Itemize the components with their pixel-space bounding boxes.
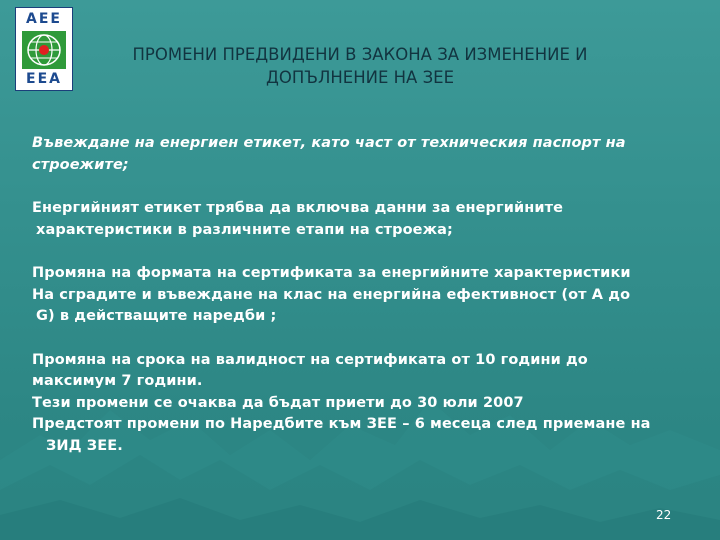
globe-logo-icon xyxy=(20,30,68,70)
logo-top-text: AEE xyxy=(26,11,62,27)
paragraph-line: Енергийният етикет трябва да включва данни за енергийните xyxy=(32,200,564,216)
slide-title xyxy=(80,43,640,89)
title-line-2: ДОПЪЛНЕНИЕ НА ЗЕЕ xyxy=(265,68,455,87)
paragraph-line: характеристики в различните етапи на строежа; xyxy=(36,221,453,238)
paragraph-line: Предстоят промени по Наредбите към ЗЕЕ – 6 месеца след приемане на xyxy=(32,416,651,432)
paragraph-line: На сградите и въвеждане на клас на енергийна ефективност (от А до xyxy=(32,286,631,303)
paragraph-line: Въвеждане на енергиен етикет, като част от техническия паспорт на xyxy=(32,135,626,151)
paragraph-label-contents xyxy=(32,198,718,241)
paragraph-energy-label xyxy=(32,133,718,176)
paragraph-certificate-validity xyxy=(32,350,718,458)
paragraph-line: максимум 7 години. xyxy=(32,373,203,389)
paragraph-certificate-format xyxy=(32,263,718,328)
slide-content xyxy=(32,133,718,457)
title-line-1: ПРОМЕНИ ПРЕДВИДЕНИ В ЗАКОНА ЗА ИЗМЕНЕНИЕ И xyxy=(132,45,588,64)
paragraph-line: ЗИД ЗЕЕ. xyxy=(46,437,123,454)
paragraph-line: Промяна на формата на сертификата за енергийните характеристики xyxy=(32,265,631,281)
logo-bottom-text: EEA xyxy=(26,71,62,87)
paragraph-line: Тези промени се очаква да бъдат приети до 30 юли 2007 xyxy=(32,394,524,411)
paragraph-line: строежите; xyxy=(32,156,129,173)
paragraph-line: G) в действащите наредби ; xyxy=(36,308,277,324)
page-number: 22 xyxy=(656,508,672,522)
paragraph-line: Промяна на срока на валидност на сертификата от 10 години до xyxy=(32,351,588,368)
aee-logo xyxy=(15,7,73,91)
